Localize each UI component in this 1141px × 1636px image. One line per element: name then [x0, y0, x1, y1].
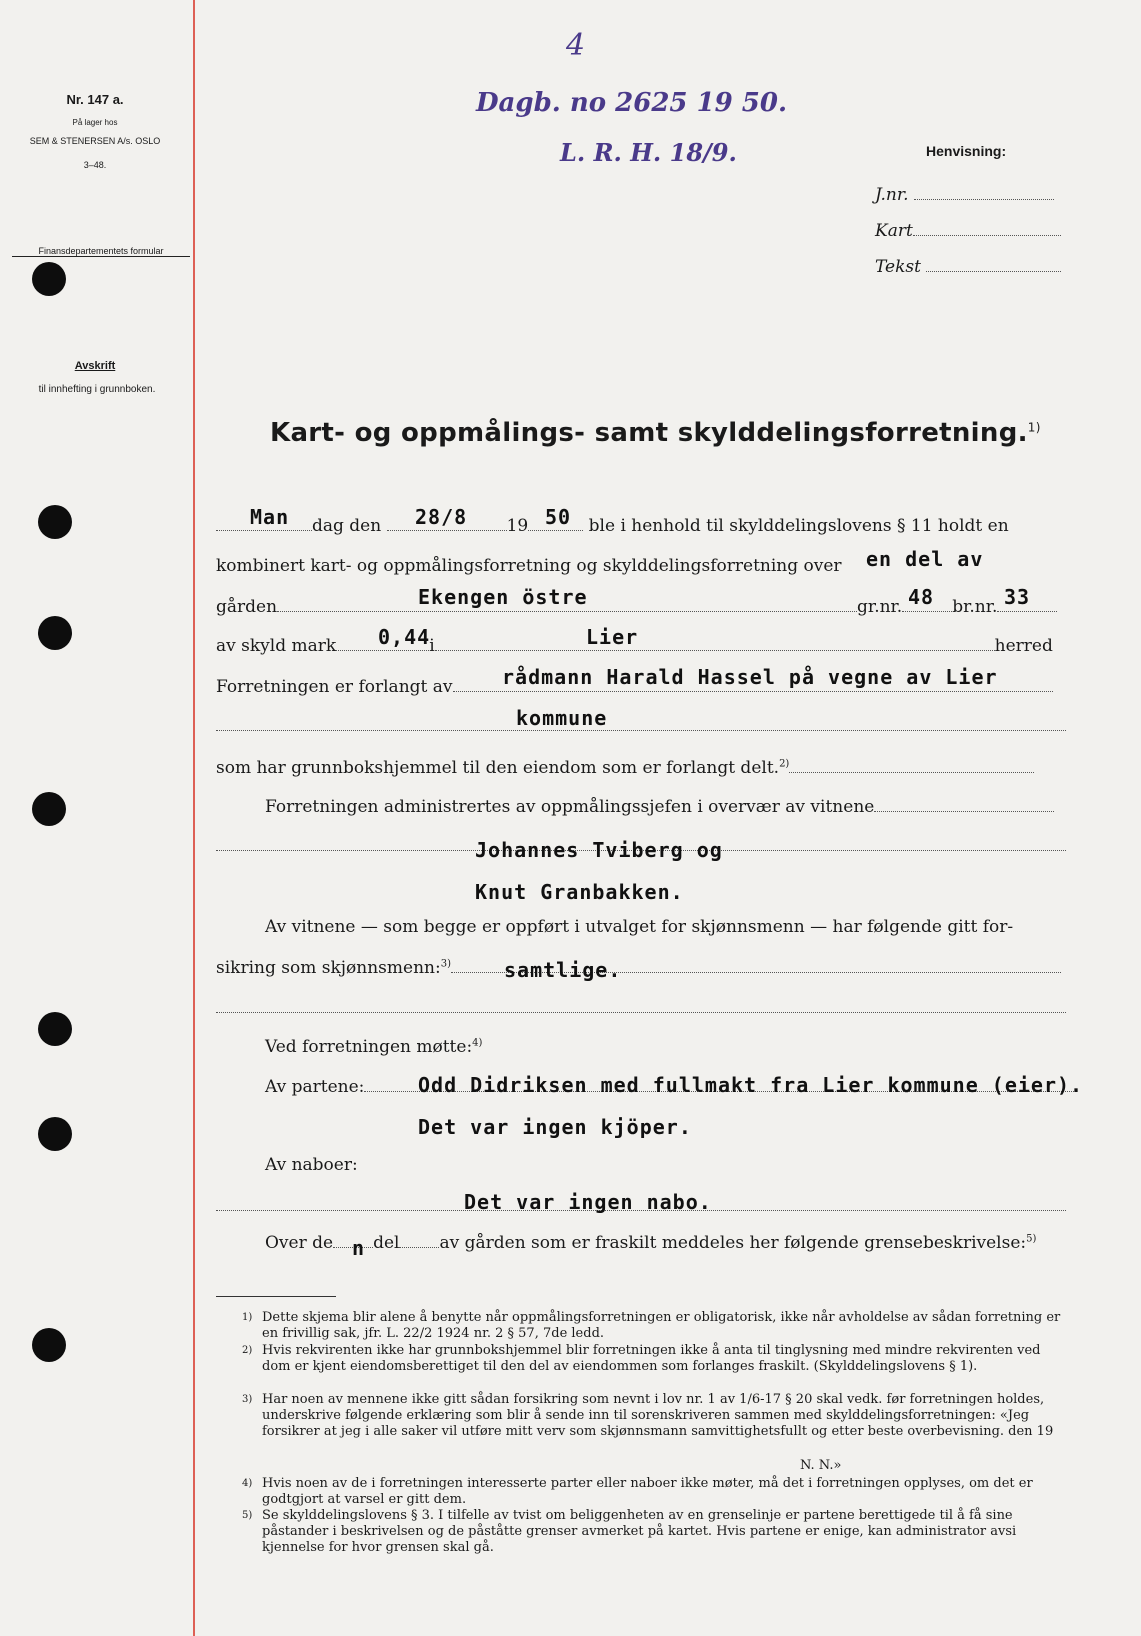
herred-value: Lier: [586, 625, 639, 649]
punch-hole: [38, 505, 72, 539]
footnote-2: 2) Hvis rekvirenten ikke har grunnbokshjemmel blir forretningen ikke å anta til tinglysning med mindre rekvirenten ved dom er kjent eiendomsberettiget til den del av eiendommen som forlanges fraskilt. (Skylddelingslovens § 1).: [242, 1343, 1041, 1374]
initials-date: L. R. H. 18/9.: [560, 138, 737, 167]
blank-line: [216, 998, 1066, 1018]
forlangt-line: Forretningen er forlangt av: [216, 677, 1053, 697]
margin-line: [193, 0, 195, 1636]
footnote-3: 3) Har noen av mennene ikke gitt sådan forsikring som nevnt i lov nr. 1 av 1/6-17 § 20 skal vedk. før forretningen holdes, underskrive følgende erklæring som blir å sende inn til sorenskriveren sammen med skylddelingsforretningen: «Jeg forsikrer at jeg i alle saker vil utføre mitt verv som skjønnsmann samvittighetsfullt og etter beste overbevisning. den 19: [242, 1392, 1054, 1439]
punch-hole: [38, 616, 72, 650]
footnote-1: 1) Dette skjema blir alene å benytte når oppmålingsforretningen er obligatorisk, ikke når avholdelse av sådan forretning er en frivillig sak, jfr. L. 22/2 1924 nr. 2 § 57, 7de ledd.: [242, 1310, 1061, 1341]
naboer-value: Det var ingen nabo.: [464, 1190, 712, 1214]
ref-tekst: Tekst: [875, 257, 1061, 277]
punch-hole: [32, 262, 66, 296]
weekday: Man: [250, 505, 290, 529]
partene-line: Av partene:: [265, 1077, 1074, 1097]
partene-value-2: Det var ingen kjöper.: [418, 1115, 692, 1139]
over-value: en del av: [866, 547, 984, 571]
forlangt-value: rådmann Harald Hassel på vegne av Lier: [502, 665, 998, 689]
forlangt-line-2: [216, 716, 1066, 736]
naboer-line: Av naboer:: [265, 1155, 358, 1175]
witness-1: Johannes Tviberg og: [475, 838, 723, 862]
footnote-5: 5) Se skylddelingslovens § 3. I tilfelle av tvist om beliggenheten av en grenselinje er partene berettigede til å få sine påstander i beskrivelsen og de påståtte grenser avmerket på kartet. Hvis partene er enige, kan administrator avsi kjennelse for hvor grensen skal gå.: [242, 1508, 1017, 1555]
av-vitnene-line: Av vitnene — som begge er oppført i utvalget for skjønnsmenn — har følgende gitt for-: [265, 917, 1014, 937]
printer-name: SEM & STENERSEN A/s. OSLO: [29, 136, 161, 146]
date-value: 28/8: [415, 505, 468, 529]
skyld-line: av skyld mark i herred: [216, 636, 1053, 656]
forlangt-value-2: kommune: [516, 706, 608, 730]
over-de-value: n: [352, 1236, 366, 1260]
partene-value: Odd Didriksen med fullmakt fra Lier kommune (eier).: [418, 1073, 1084, 1097]
copy-label: Avskrift: [74, 360, 116, 372]
form-number: Nr. 147 a.: [66, 92, 124, 107]
footnote-signature: N. N.»: [800, 1458, 842, 1473]
kombinert-line: kombinert kart- og oppmålingsforretning og skylddelingsforretning over: [216, 556, 842, 576]
reference-title: Henvisning:: [926, 143, 1007, 159]
intro-line: dag den 19 ble i henhold til skylddelingslovens § 11 holdt en: [216, 516, 1009, 536]
journal-number: Dagb. no 2625 19 50.: [476, 88, 788, 118]
motte-line: Ved forretningen møtte:$^{4)}$: [265, 1037, 483, 1057]
garden-value: Ekengen östre: [418, 585, 588, 609]
witness-2: Knut Granbakken.: [475, 880, 684, 904]
copy-subtitle: til innhefting i grunnboken.: [38, 384, 156, 395]
punch-hole: [32, 792, 66, 826]
ministry-formular: Finansdepartementets formular: [12, 246, 190, 257]
ref-kart: Kart: [875, 221, 1061, 241]
administrert-line: Forretningen administrertes av oppmålingssjefen i overvær av vitnene: [265, 797, 1054, 817]
page-title: Kart- og oppmålings- samt skylddelingsforretning.$^{1)}$: [270, 418, 1041, 448]
garden-line: gården gr.nr. br.nr.: [216, 597, 1057, 617]
over-de-line: Over de del av gården som er fraskilt meddeles her følgende grensebeskrivelse:$^{5)}$: [265, 1233, 1037, 1253]
printer-line: På lager hos: [72, 118, 118, 127]
year-value: 50: [545, 505, 572, 529]
grunnbok-line: som har grunnbokshjemmel til den eiendom som er forlangt delt.$^{2)}$: [216, 758, 1034, 778]
skyld-value: 0,44: [378, 625, 431, 649]
punch-hole: [38, 1012, 72, 1046]
brnr-value: 33: [1004, 585, 1031, 609]
grnr-value: 48: [908, 585, 935, 609]
footnote-4: 4) Hvis noen av de i forretningen interesserte parter eller naboer ikke møter, må det i forretningen opplyses, om det er godtgjort at varsel er gitt dem.: [242, 1476, 1033, 1507]
footnote-rule: [216, 1296, 336, 1297]
forsikring-line: sikring som skjønnsmenn:$^{3)}$: [216, 958, 1061, 978]
ref-jnr: J.nr.: [875, 185, 1054, 205]
printer-date: 3–48.: [83, 160, 107, 170]
forsikring-value: samtlige.: [504, 958, 622, 982]
punch-hole: [38, 1117, 72, 1151]
punch-hole: [32, 1328, 66, 1362]
page-mark: 4: [566, 28, 586, 63]
